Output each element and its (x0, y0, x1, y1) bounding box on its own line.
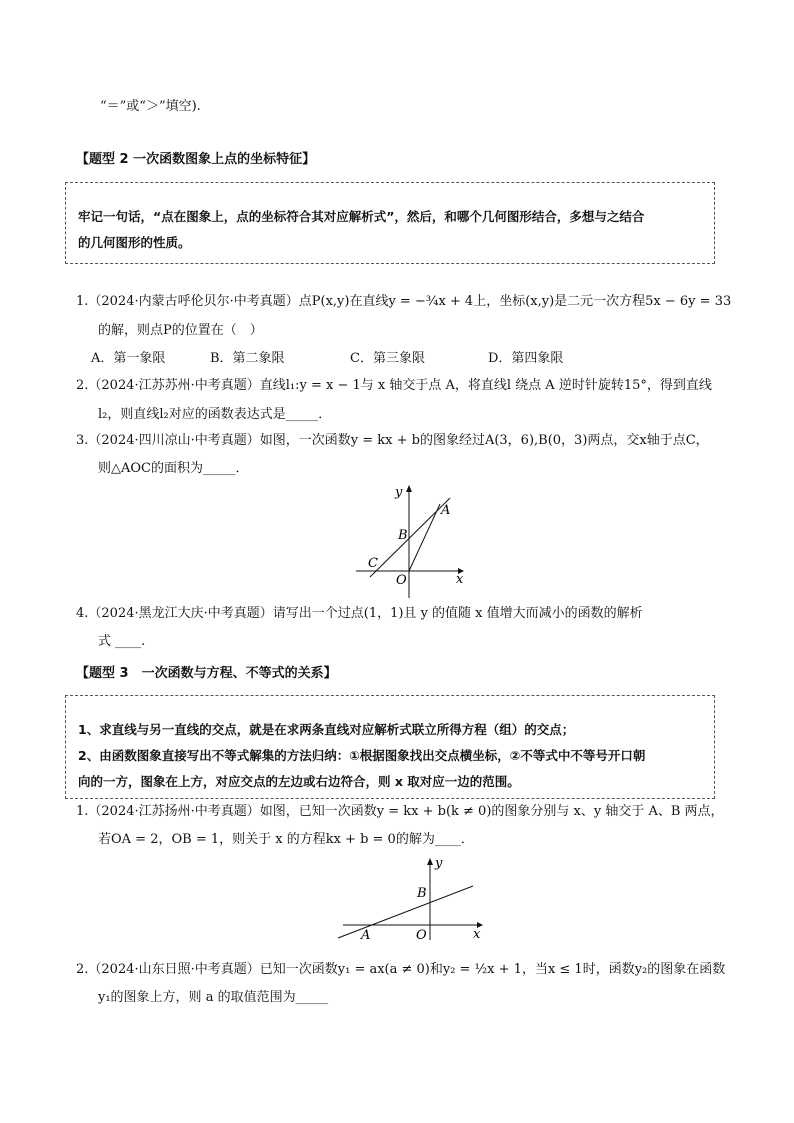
s3-q1-line1: 1.（2024·江苏扬州·中考真题）如图，已知一次函数y = kx + b(k ≠ 0)的图象分别与 x、y 轴交于 A、B 两点， (76, 804, 724, 819)
tip3-line-1: 1、求直线与另一直线的交点，就是在求两条直线对应解析式联立所得方程（组）的交点； (78, 722, 575, 737)
fig1-label-o: O (396, 573, 407, 588)
section-2-heading: 【题型 2 一次函数图象上点的坐标特征】 (76, 152, 316, 167)
s2-q4-line2: 式 ____. (98, 634, 146, 649)
s2-q1-option-b: B．第二象限 (210, 351, 285, 366)
s2-q1-option-c: C．第三象限 (350, 351, 425, 366)
s3-q2-line1: 2.（2024·山东日照·中考真题）已知一次函数y₁ = ax(a ≠ 0)和y₂ = ½x + 1，当x ≤ 1时，函数y₂的图象在函数 (76, 962, 726, 977)
s2-q1-option-d: D．第四象限 (488, 351, 564, 366)
s2-q1-option-a: A．第一象限 (91, 351, 166, 366)
tip3-line-3: 向的一方，图象在上方，对应交点的左边或右边符合，则 x 取对应一边的范围。 (78, 774, 520, 789)
s2-q2-line2: l₂，则直线l₂对应的函数表达式是_____． (98, 407, 332, 422)
s3-q1-line2: 若OA = 2，OB = 1，则关于 x 的方程kx + b = 0的解为____． (98, 832, 474, 847)
tip-line-1: 牢记一句话，“点在图象上，点的坐标符合其对应解析式”，然后，和哪个几何图形结合，多想与之结合 (78, 209, 645, 224)
tip3-line-2: 2、由函数图象直接写出不等式解集的方法归纳：①根据图象找出交点横坐标，②不等式中不等号开口朝 (78, 748, 646, 763)
fig1-label-x: x (456, 572, 464, 587)
fig1-label-a: A (441, 503, 451, 518)
fig2-label-b: B (417, 886, 427, 901)
fig1-label-y: y (395, 485, 403, 500)
tip-line-2: 的几何图形的性质。 (78, 235, 191, 250)
figure-1-graph (350, 480, 510, 600)
fig2-label-a: A (361, 928, 371, 942)
fig2-label-x: x (473, 927, 481, 942)
s2-q3-line1: 3.（2024·四川凉山·中考真题）如图，一次函数y = kx + b的图象经过A(3，6),B(0，3)两点，交x轴于点C， (76, 433, 709, 448)
fig1-segment-oa (409, 504, 440, 571)
section-2-tip-box (65, 182, 715, 264)
s2-q1-line2: 的解，则点P的位置在（ ） (98, 323, 263, 338)
section-3-heading: 【题型 3 一次函数与方程、不等式的关系】 (76, 666, 337, 681)
fig2-line-ab (338, 886, 473, 938)
fig2-y-arrow (427, 858, 433, 865)
fig1-line-cb (370, 498, 450, 577)
intro-line: “＝”或“＞”填空). (100, 99, 201, 114)
section-3-tip-box (65, 695, 715, 799)
s2-q3-line2: 则△AOC的面积为_____． (98, 461, 249, 476)
s2-q2-line1: 2.（2024·江苏苏州·中考真题）直线l₁:y = x − 1与 x 轴交于点 A，将直线l 绕点 A 逆时针旋转15°，得到直线 (76, 378, 712, 393)
s3-q2-line2: y₁的图象上方，则 a 的取值范围为_____ (98, 990, 329, 1005)
fig1-label-b: B (398, 528, 408, 543)
s2-q1-line1: 1.（2024·内蒙古呼伦贝尔·中考真题）点P(x,y)在直线y = −¾x + 4上，坐标(x,y)是二元一次方程5x − 6y = 33 (76, 294, 732, 309)
fig2-label-y: y (435, 856, 443, 871)
fig1-y-arrow (406, 485, 412, 492)
s2-q4-line1: 4.（2024·黑龙江大庆·中考真题）请写出一个过点(1，1)且 y 的值随 x 值增大而减小的函数的解析 (76, 606, 643, 621)
fig2-label-o: O (416, 928, 427, 942)
figure-2-graph (335, 852, 495, 942)
fig1-label-c: C (368, 556, 378, 571)
